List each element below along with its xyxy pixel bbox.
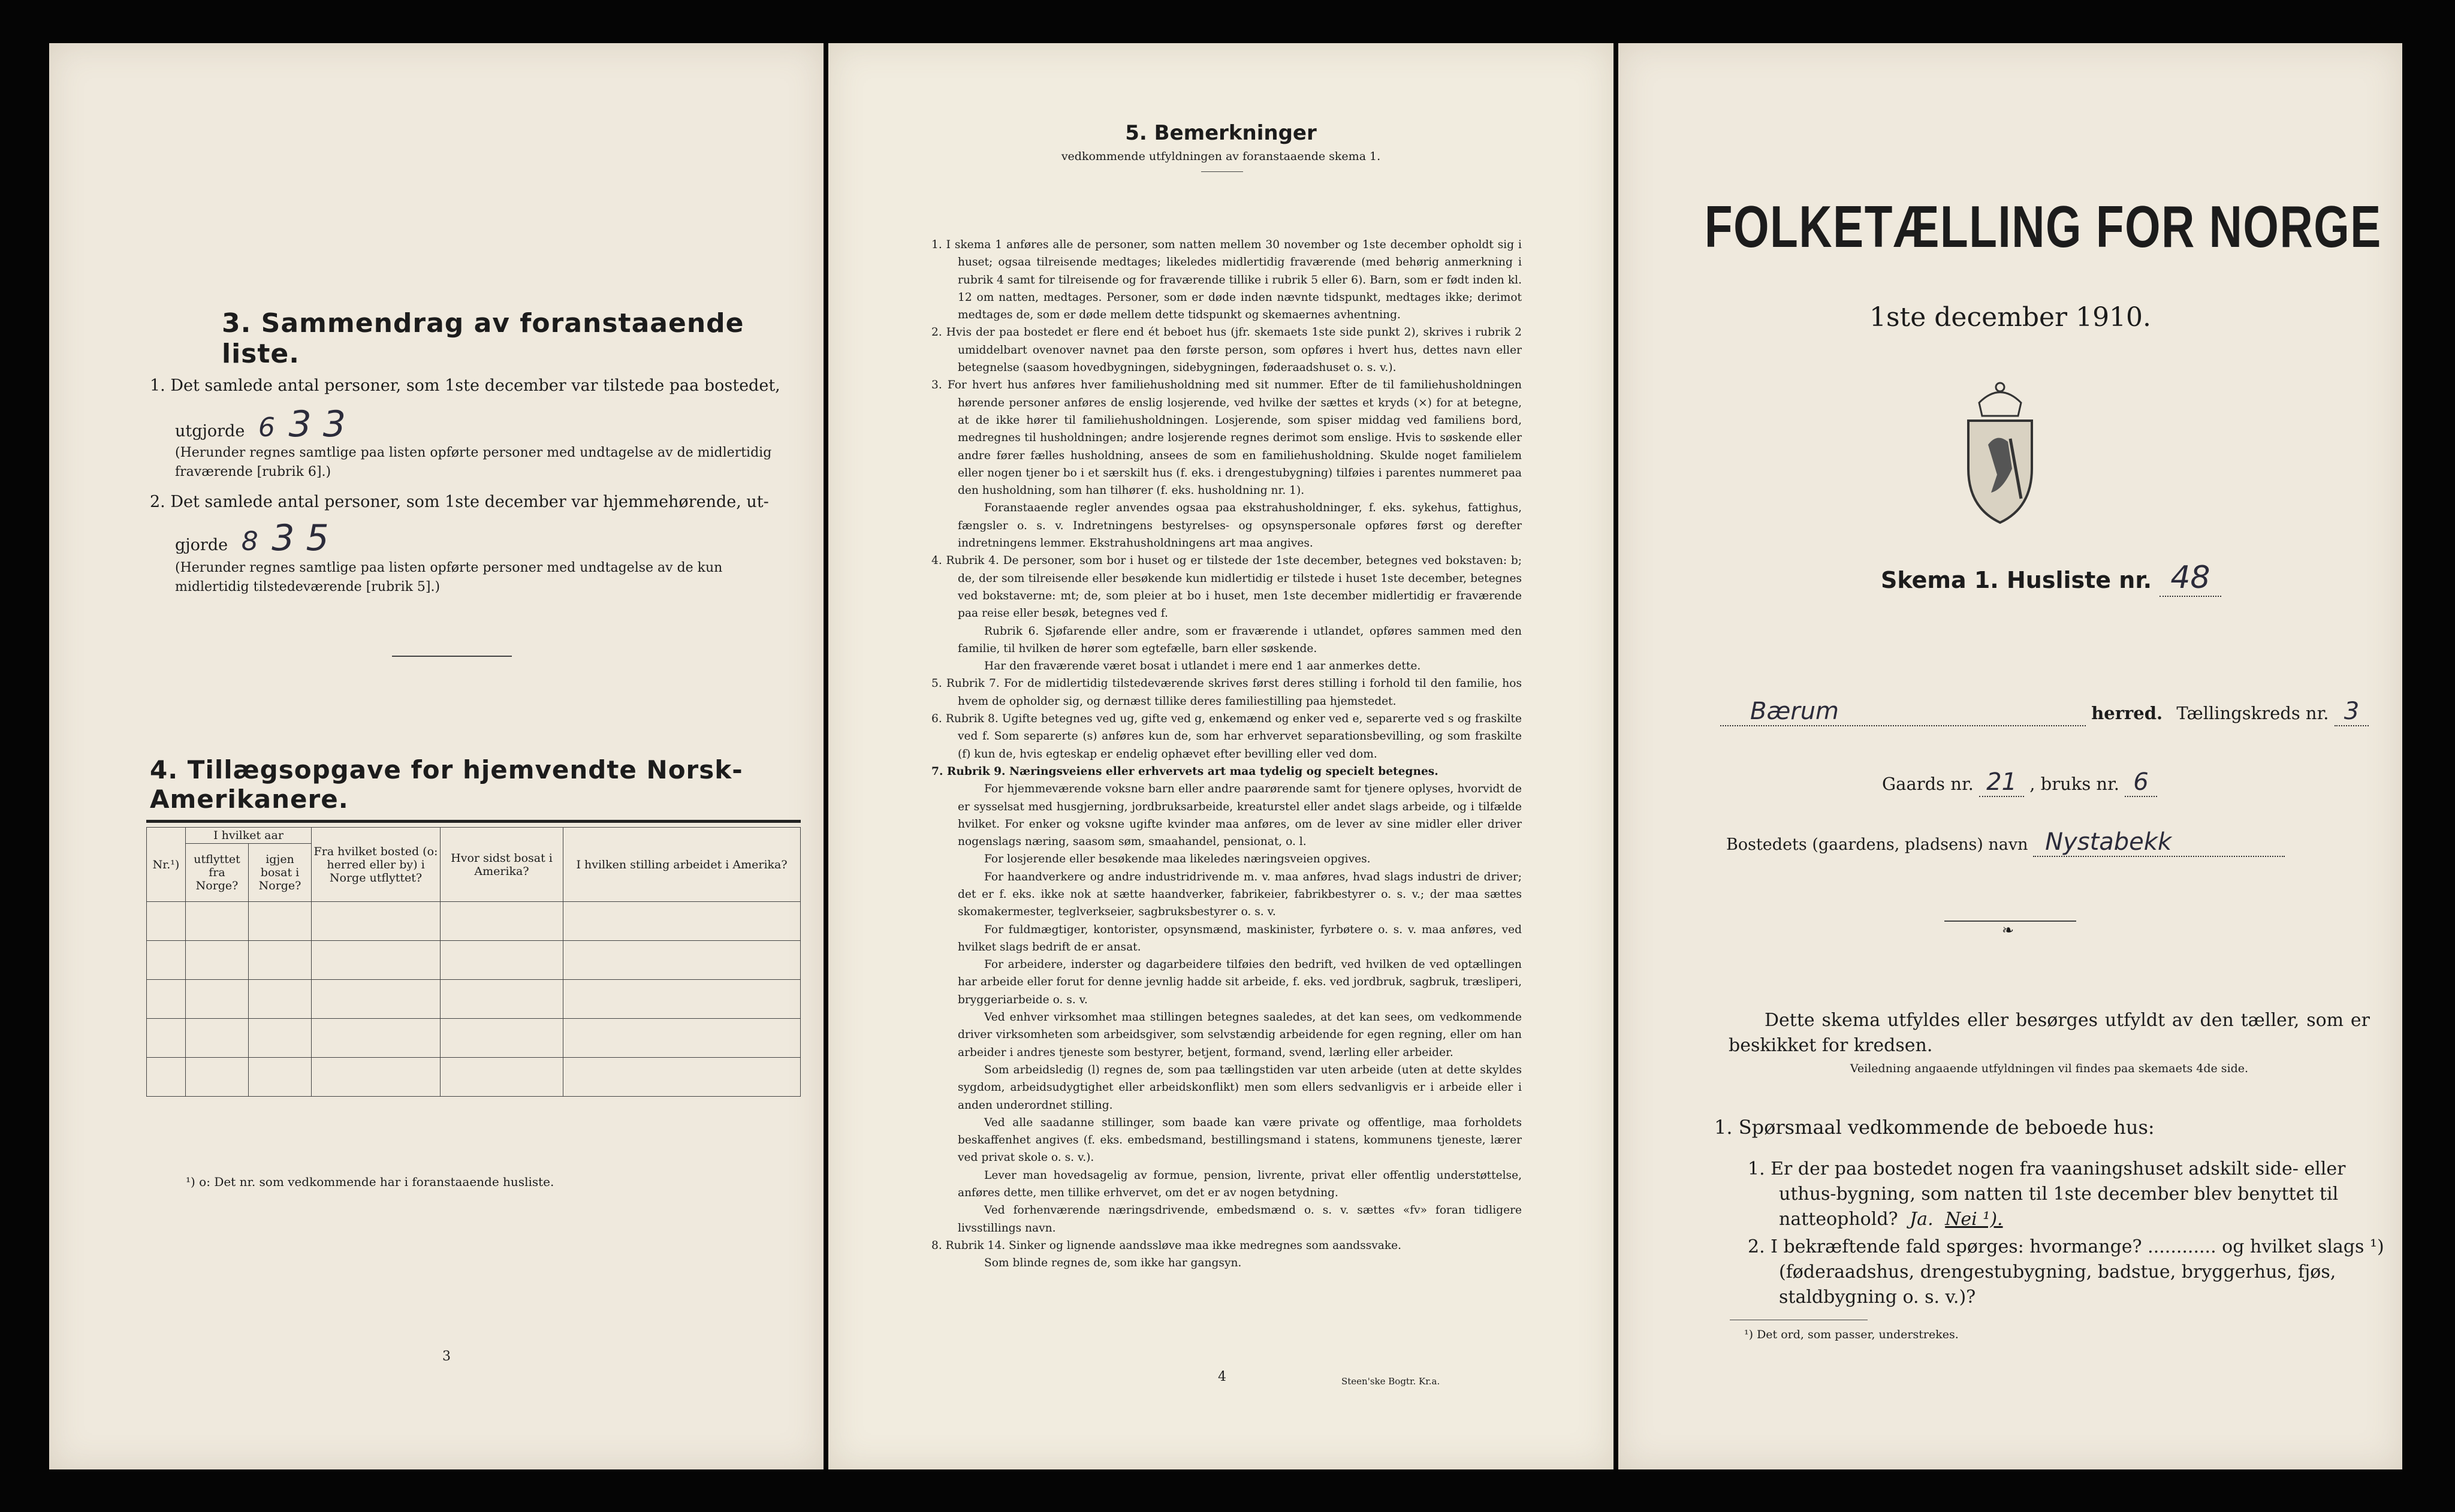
page-left: [49, 43, 824, 1469]
bruks-value: 6: [2125, 768, 2157, 797]
table-row: [147, 1058, 801, 1097]
col-nr: Nr.¹): [147, 828, 186, 902]
remark-paragraph: 7. Rubrik 9. Næringsveiens eller erhvervets art maa tydelig og specielt betegnes.: [931, 765, 1438, 778]
item2-gjorde: gjorde 8 3 5: [175, 517, 329, 559]
ornament-icon: ❧: [2002, 922, 2014, 938]
census-date: 1ste december 1910.: [1869, 302, 2152, 333]
remark-paragraph: 4. Rubrik 4. De personer, som bor i huset og er tilstede der 1ste december, betegnes ved bokstaven: b; de, der som tilreisende eller besøkende kun midlertidig er tilstede i huset 1ste december, betegnes ved bokstaverne: mt; de, som pleier at bo i huset, men 1ste december midlertidig er fraværende paa reise eller besøk, betegnes ved f.: [931, 554, 1522, 620]
table-row: [147, 902, 801, 941]
kreds-value: 3: [2335, 698, 2369, 726]
questions-title: 1. Spørsmaal vedkommende de beboede hus:: [1714, 1116, 2155, 1139]
skema-husliste: Skema 1. Husliste nr. 48: [1881, 560, 2221, 596]
remark-paragraph: 6. Rubrik 8. Ugifte betegnes ved ug, gifte ved g, enkemænd og enker ved e, separerte ved s og fraskilte ved f. Som separerte (s) anføres kun de, som har erhvervet separationsbevilling, og som fraskilte (f) kun de, hvis egteskap er endelig ophævet efter bevilling eller ved dom.: [931, 713, 1522, 760]
remark-paragraph: For hjemmeværende voksne barn eller andre paarørende samt for tjenere oplyses, hvorvidt de er sysselsat med husgjerning, jordbruksarbeide, kreaturstel eller andet slags arbeide, og i tilfælde hvilket. For enker og voksne ugifte kvinder maa anføres, om de lever av sine midler eller driver nogenslags næring, saasom søm, smaahandel, pensionat, o. l.: [958, 783, 1522, 849]
remark-paragraph: For fuldmægtiger, kontorister, opsynsmænd, maskinister, fyrbøtere o. s. v. maa anføres, ved hvilket slags bedrift de er ansat.: [958, 923, 1522, 953]
table-footnote: ¹) o: Det nr. som vedkommende har i foranstaaende husliste.: [186, 1175, 554, 1189]
remark-paragraph: 8. Rubrik 14. Sinker og lignende aandssløve maa ikke medregnes som aandssvake.: [931, 1239, 1402, 1252]
remark-paragraph: 2. Hvis der paa bostedet er flere end ét beboet hus (jfr. skemaets 1ste side punkt 2), skrives i rubrik 2 umiddelbart ovenover navnet paa den første person, som opføres i hvert hus, dettes navn eller betegnelse (saasom hovedbygningen, sidebygningen, føderaadshuset o. s. v.).: [931, 326, 1522, 375]
remark-paragraph: Lever man hovedsagelig av formue, pension, livrente, privat eller offentlig understøttelse, anføres dette, men tillike erhvervet, om det er av nogen betydning.: [958, 1169, 1522, 1200]
title-rule: [1201, 171, 1243, 172]
item2-text: 2. Det samlede antal personer, som 1ste december var hjemmehørende, ut-: [150, 493, 769, 511]
footnote: ¹) Det ord, som passer, understrekes.: [1744, 1328, 1959, 1341]
question-1: 1. Er der paa bostedet nogen fra vaaningshuset adskilt side- eller uthus-bygning, som natten til 1ste december blev benyttet til natteophold? Ja. Nei ¹).: [1748, 1158, 2346, 1230]
item1-text: 1. Det samlede antal personer, som 1ste december var tilstede paa bostedet,: [150, 376, 780, 395]
remark-paragraph: Ved enhver virksomhet maa stillingen betegnes saaledes, at det kan sees, om vedkommende driver virksomheten som arbeidsgiver, som selvstændig arbeidende for egen regning, eller om han arbeider i andres tjeneste som bestyrer, betjent, formand, svend, lærling eller arbeider.: [958, 1011, 1522, 1059]
herred-value: Bærum: [1720, 698, 2086, 726]
page-number: 3: [442, 1349, 451, 1364]
herred-line: Bærum herred. Tællingskreds nr. 3: [1720, 698, 2373, 726]
remark-paragraph: 5. Rubrik 7. For de midlertidig tilstedeværende skrives først deres stilling i forhold til den familie, hos hvem de opholder sig, og dernæst tillike deres familiestilling paa hjemstedet.: [931, 677, 1522, 708]
col-stilling: I hvilken stilling arbeidet i Amerika?: [563, 828, 801, 902]
section4-title: 4. Tillægsopgave for hjemvendte Norsk-Amerikanere.: [150, 755, 743, 814]
remarks-body: [931, 236, 1522, 1272]
table-row: [147, 941, 801, 980]
table-row: [147, 1019, 801, 1058]
table-row: [147, 980, 801, 1019]
gaards-value: 21: [1979, 768, 2024, 797]
remark-paragraph: Ved alle saadanne stillinger, som baade kan være private og offentlige, maa forholdets beskaffenhet angives (f. eks. embedsmand, bestillingsmand i statens, kommunens tjeneste, lærer ved privat skole o. s. v.).: [958, 1116, 1522, 1164]
remark-paragraph: Som blinde regnes de, som ikke har gangsyn.: [984, 1257, 1242, 1270]
bosted-line: Bostedets (gaardens, pladsens) navn Nystabekk: [1726, 828, 2285, 857]
page-right: [1618, 43, 2402, 1469]
remark-paragraph: For haandverkere og andre industridrivende m. v. maa anføres, hvad slags industri de driver; det er f. eks. ikke nok at sætte haandverker, fabrikeier, fabrikbestyrer o. s. v.; der maa sættes skomakermester, teglverkseier, sagbruksbestyrer o. s. v.: [958, 870, 1522, 919]
remark-paragraph: Har den fraværende været bosat i utlandet i mere end 1 aar anmerkes dette.: [984, 660, 1421, 673]
question-2: 2. I bekræftende fald spørges: hvormange? ............ og hvilket slags ¹) (føderaadshus, drengestubygning, badstue, bryggerhus, fjøs, staldbygning o. s. v.)?: [1748, 1236, 2384, 1308]
item2-note: (Herunder regnes samtlige paa listen opførte personer med undtagelse av de kun midlertidig tilstedeværende [rubrik 5].): [175, 560, 723, 594]
item1-value-handwritten: 3 3: [288, 403, 346, 445]
remark-paragraph: Rubrik 6. Sjøfarende eller andre, som er fraværende i utlandet, opføres sammen med den familie, til hvilken de hører som egtefælle, barn eller søskende.: [958, 624, 1522, 655]
item1-note: (Herunder regnes samtlige paa listen opførte personer med undtagelse av de midlertidig fraværende [rubrik 6].): [175, 445, 772, 479]
remark-paragraph: Foranstaaende regler anvendes ogsaa paa ekstrahusholdninger, f. eks. sykehus, fattighus, fængsler o. s. v. Indretningens bestyrelses- og opsynspersonale opføres først og derefter indretningens lemmer. Ekstrahusholdningens art maa angives.: [958, 502, 1522, 550]
page-number: 4: [1218, 1369, 1226, 1384]
section3-title: 3. Sammendrag av foranstaaende liste.: [222, 308, 744, 369]
remarks-title: 5. Bemerkninger: [1125, 121, 1317, 145]
item1-utgjorde: utgjorde 6 3 3: [175, 403, 346, 445]
norsk-amerikanere-table: [146, 827, 801, 1097]
col-igjen: igjen bosat i Norge?: [249, 844, 312, 902]
gaards-line: Gaards nr. 21 , bruks nr. 6: [1882, 768, 2157, 796]
bosted-value: Nystabekk: [2033, 828, 2285, 857]
remark-paragraph: For arbeidere, inderster og dagarbeidere tilføies den bedrift, ved hvilken de ved optællingen har arbeide eller forut for denne jevnlig hadde sit arbeide, f. eks. ved jordbruk, sagbruk, træsliperi, bryggeriarbeide o. s. v.: [958, 958, 1522, 1006]
col-hvor: Hvor sidst bosat i Amerika?: [441, 828, 563, 902]
coat-of-arms-icon: [1955, 379, 2045, 529]
col-fra: Fra hvilket bosted (o: herred eller by) i Norge utflyttet?: [312, 828, 441, 902]
husliste-nr-value: 48: [2160, 560, 2221, 597]
item2-value-handwritten: 3 5: [272, 517, 329, 559]
printer-imprint: Steen'ske Bogtr. Kr.a.: [1341, 1376, 1440, 1387]
veiledning-text: Veiledning angaaende utfyldningen vil findes paa skemaets 4de side.: [1850, 1062, 2249, 1075]
item1-value-printed: 6: [258, 412, 275, 443]
remark-paragraph: For losjerende eller besøkende maa likeledes næringsveien opgives.: [984, 853, 1371, 866]
intro-text: Dette skema utfyldes eller besørges utfyldt av den tæller, som er beskikket for kredsen.: [1729, 1010, 2370, 1056]
col-utflyttet: utflyttet fra Norge?: [186, 844, 249, 902]
remark-paragraph: Som arbeidsledig (l) regnes de, som paa tællingstiden var uten arbeide (uten at dette skyldes sygdom, arbeidsudygtighet eller arbeidskonflikt) men som ellers sedvanligvis er i arbeide eller i anden underordnet stilling.: [958, 1063, 1522, 1112]
remarks-subtitle: vedkommende utfyldningen av foranstaaende skema 1.: [1061, 150, 1381, 163]
remark-paragraph: Ved forhenværende næringsdrivende, embedsmænd o. s. v. sættes «fv» foran tidligere livsstillings navn.: [958, 1204, 1522, 1235]
census-title: FOLKETÆLLING FOR NORGE: [1704, 194, 2382, 259]
remark-paragraph: 1. I skema 1 anføres alle de personer, som natten mellem 30 november og 1ste december opholdt sig i huset; ogsaa tilreisende medtages; likeledes midlertidig fraværende (med behørig anmerkning i rubrik 4 samt for tilreisende og for fraværende tillike i rubrik 5 eller 6). Barn, som er født inden kl. 12 om natten, medtages. Personer, som er døde inden nævnte tidspunkt, medtages ikke; derimot medtages de, som er døde mellem dette tidspunkt og skemaernes avhentning.: [931, 239, 1522, 322]
remark-paragraph: 3. For hvert hus anføres hver familiehusholdning med sit nummer. Efter de til familiehusholdningen hørende personer anføres de enslig losjerende, ved hvilke der sættes et kryds (×) for at betegne, at de ikke hører til familiehusholdningen. Losjerende, som spiser middag ved familiens bord, medregnes til husholdningen; andre losjerende regnes derimot som enslige. Hvis to søskende eller andre fører fælles husholdning, ansees de som en familiehusholdning. Skulde noget familielem eller nogen tjener bo i et særskilt hus (f. eks. i drengestubygning) tilføies i parentes nummeret paa den husholdning, som han tilhører (f. eks. husholdning nr. 1).: [931, 379, 1522, 497]
divider: [392, 656, 512, 657]
page-middle: [828, 43, 1613, 1469]
item2-value-printed: 8: [241, 526, 258, 557]
col-group: I hvilket aar: [186, 828, 312, 844]
table-top-rule: [146, 820, 801, 823]
